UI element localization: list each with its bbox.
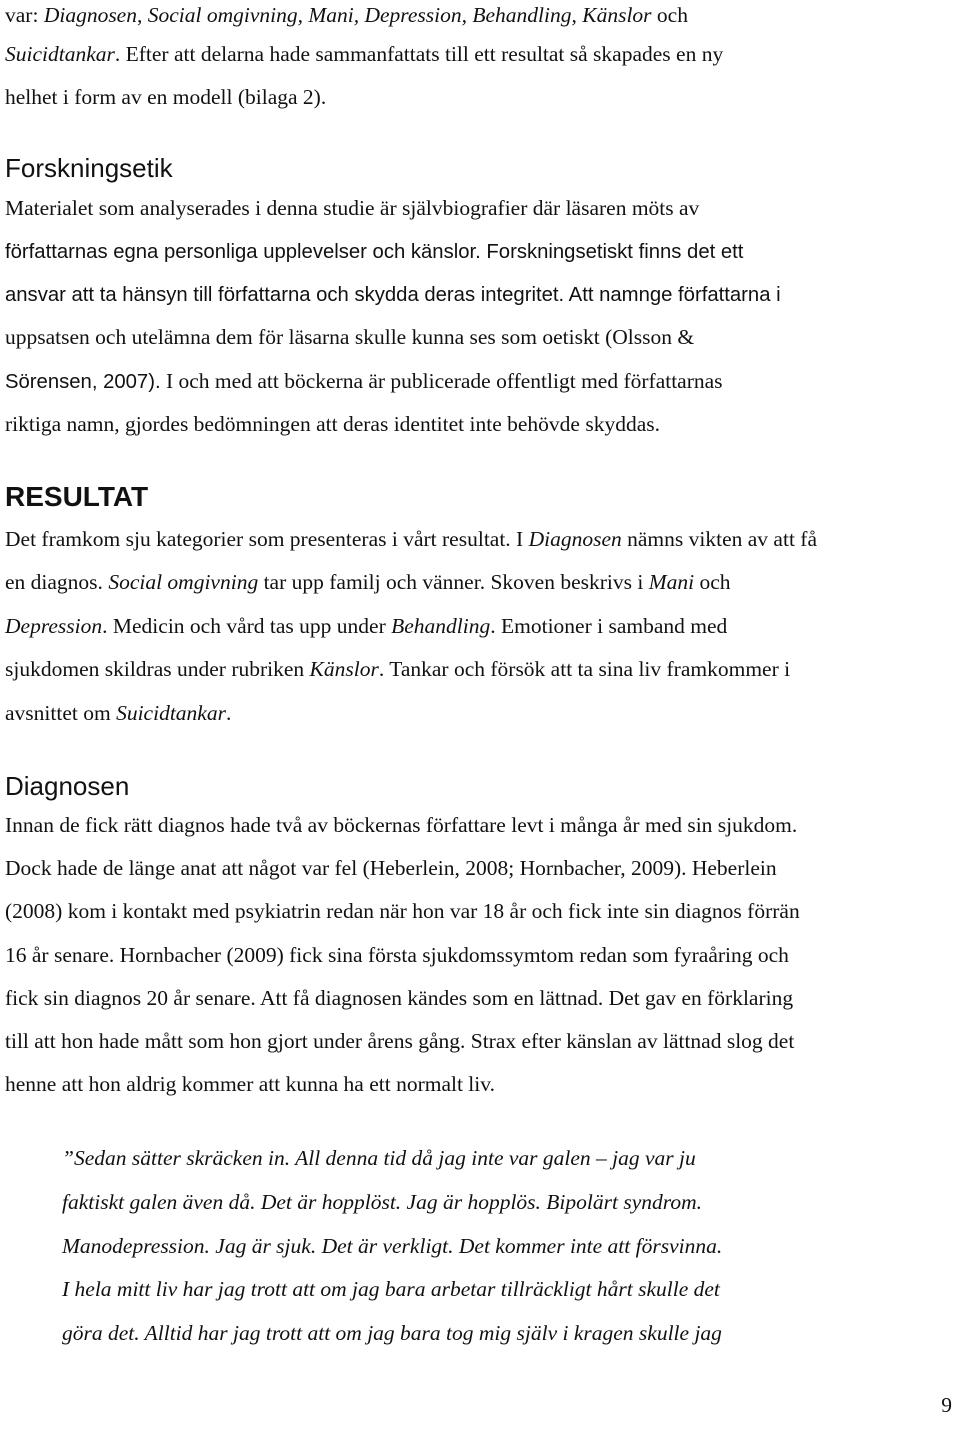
text-span: tar upp familj och vänner. Skoven beskrivs i <box>258 570 649 594</box>
text-span: Att namnge författarna i <box>564 284 781 306</box>
quote-line: I hela mitt liv har jag trott att om jag bara arbetar tillräckligt hårt skulle det <box>62 1277 720 1301</box>
text-line <box>5 611 727 641</box>
text-span: en diagnos. <box>5 570 109 594</box>
text-span: . Emotioner i samband med <box>490 614 728 638</box>
text-line: (2008) kom i kontakt med psykiatrin redan när hon var 18 år och fick inte sin diagnos förrän <box>5 899 800 923</box>
text-span: och <box>651 3 688 27</box>
section-heading-forskningsetik: Forskningsetik <box>5 153 173 183</box>
text-line: Materialet som analyserades i denna studie är självbiografier där läsaren möts av <box>5 196 700 220</box>
italic-term: Känslor <box>309 657 379 681</box>
text-line <box>5 654 790 684</box>
text-span: . <box>225 701 232 725</box>
text-span: . Medicin och vård tas upp under <box>102 614 392 638</box>
quote-line: göra det. Alltid har jag trott att om jag bara tog mig själv i kragen skulle jag <box>62 1321 722 1345</box>
italic-term: Social omgivning <box>108 570 259 594</box>
italic-term: Mani <box>648 570 695 594</box>
italic-term: Suicidtankar <box>116 701 226 725</box>
section-heading-diagnosen: Diagnosen <box>5 771 130 801</box>
text-line <box>5 0 688 30</box>
text-span: Forskningsetiskt finns det ett <box>480 241 744 263</box>
quote-line: faktiskt galen även då. Det är hopplöst. Jag är hopplös. Bipolärt syndrom. <box>62 1190 702 1214</box>
text-line: henne att hon aldrig kommer att kunna ha ett normalt liv. <box>5 1072 495 1096</box>
text-span: sjukdomen skildras under rubriken <box>5 657 310 681</box>
text-span: och <box>694 570 731 594</box>
text-line <box>5 279 781 309</box>
text-span: Sörensen, 2007). <box>5 371 161 393</box>
text-line <box>5 567 731 597</box>
text-line: fick sin diagnos 20 år senare. Att få diagnosen kändes som en lättnad. Det gav en förklaring <box>5 986 794 1010</box>
text-line: Dock hade de länge anat att något var fel (Heberlein, 2008; Hornbacher, 2009). Heberlein <box>5 856 777 880</box>
italic-term: Suicidtankar <box>5 42 115 66</box>
text-span: Det framkom sju kategorier som presenteras i vårt resultat. I <box>5 527 529 551</box>
text-line: riktiga namn, gjordes bedömningen att deras identitet inte behövde skyddas. <box>5 412 660 436</box>
italic-term: Diagnosen <box>528 527 622 551</box>
text-line: uppsatsen och utelämna dem för läsarna skulle kunna ses som oetiskt (Olsson & <box>5 325 695 349</box>
text-line <box>5 39 723 69</box>
text-line: till att hon hade mått som hon gjort under årens gång. Strax efter känslan av lättnad slog det <box>5 1029 795 1053</box>
text-span: ansvar att ta hänsyn till författarna och skydda deras integritet. <box>5 284 565 306</box>
text-line: 16 år senare. Hornbacher (2009) fick sina första sjukdomssymtom redan som fyraåring och <box>5 943 789 967</box>
text-span: avsnittet om <box>5 701 117 725</box>
text-span: . Tankar och försök att ta sina liv framkommer i <box>378 657 791 681</box>
text-line: helhet i form av en modell (bilaga 2). <box>5 85 327 109</box>
text-line <box>5 366 723 396</box>
text-line: Innan de fick rätt diagnos hade två av böckernas författare levt i många år med sin sjukdom. <box>5 813 798 837</box>
italic-term: Behandling <box>391 614 491 638</box>
quote-line: ”Sedan sätter skräcken in. All denna tid då jag inte var galen – jag var ju <box>62 1146 696 1170</box>
quote-line: Manodepression. Jag är sjuk. Det är verkligt. Det kommer inte att försvinna. <box>62 1234 723 1258</box>
text-span: nämns vikten av att få <box>621 527 817 551</box>
text-span: var: <box>5 3 44 27</box>
section-heading-resultat: RESULTAT <box>5 481 149 512</box>
italic-term: Depression <box>5 614 103 638</box>
italic-category-list: Diagnosen, Social omgivning, Mani, Depression, Behandling, Känslor <box>43 3 652 27</box>
text-line <box>5 698 231 728</box>
text-span: I och med att böckerna är publicerade offentligt med författarnas <box>160 369 723 393</box>
text-span: . Efter att delarna hade sammanfattats till ett resultat så skapades en ny <box>114 42 724 66</box>
text-line <box>5 236 743 266</box>
text-span: författarnas egna personliga upplevelser och känslor. <box>5 241 481 263</box>
text-line <box>5 524 817 554</box>
page-number: 9 <box>941 1393 952 1417</box>
